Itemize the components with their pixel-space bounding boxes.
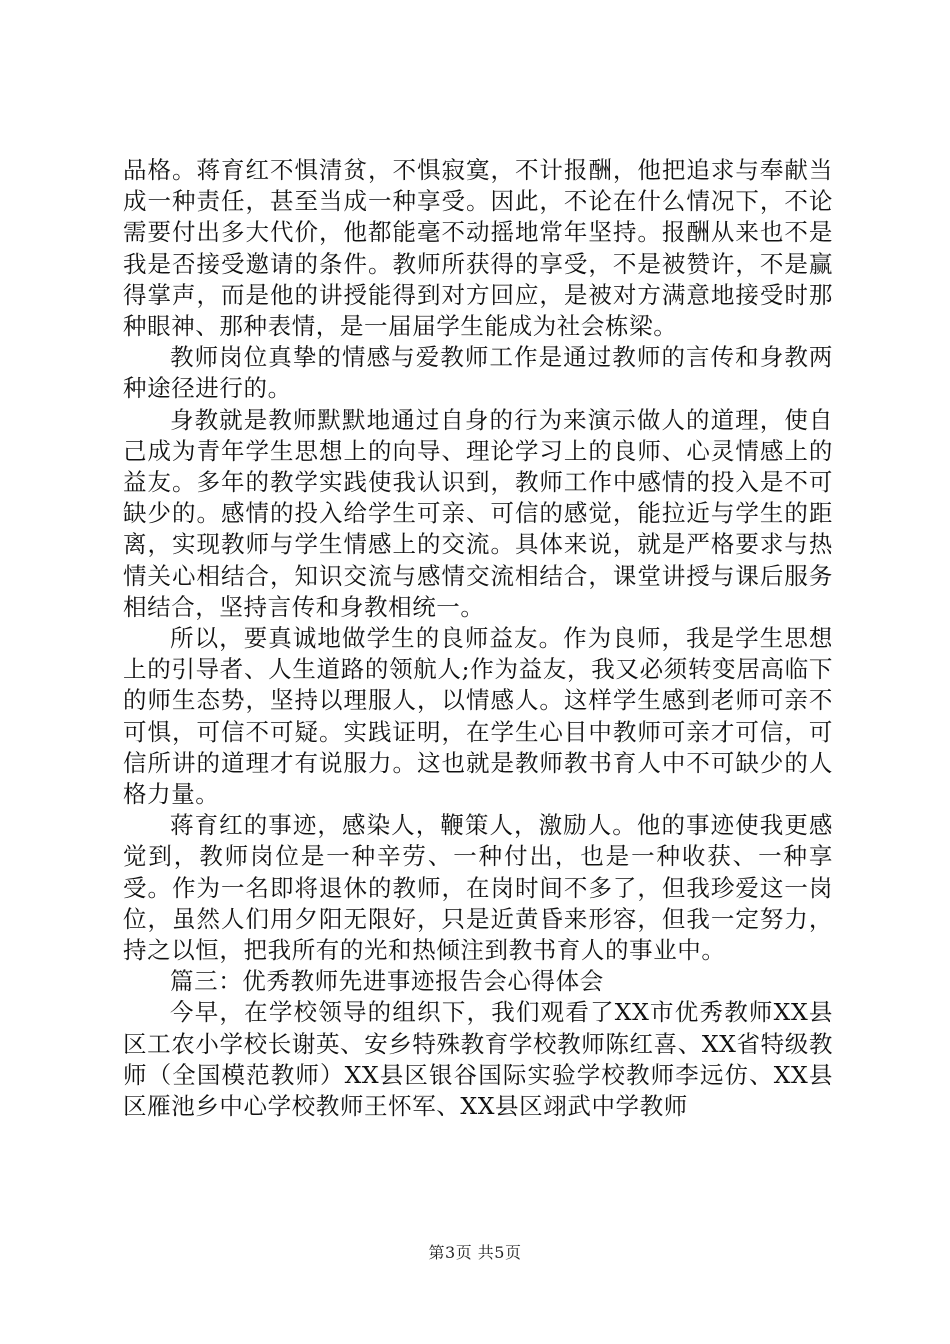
paragraph: 今早，在学校领导的组织下，我们观看了XX市优秀教师XX县区工农小学校长谢英、安乡特殊教育学校教师陈红喜、XX省特级教师（全国模范教师）XX县区银谷国际实验学校教师李远仿、XX县区雁池乡中心学校教师王怀军、XX县区翊武中学教师	[123, 998, 833, 1121]
paragraph: 教师岗位真挚的情感与爱教师工作是通过教师的言传和身教两种途径进行的。	[123, 343, 833, 403]
section-heading: 篇三：优秀教师先进事迹报告会心得体会	[170, 967, 604, 996]
paragraph: 所以，要真诚地做学生的良师益友。作为良师，我是学生思想上的引导者、人生道路的领航人;作为益友，我又必须转变居高临下的师生态势，坚持以理服人，以情感人。这样学生感到老师可亲不可惧，可信不可疑。实践证明，在学生心目中教师可亲才可信，可信所讲的道理才有说服力。这也就是教师教书育人中不可缺少的人格力量。	[123, 624, 833, 809]
paragraph: 蒋育红的事迹，感染人，鞭策人，激励人。他的事迹使我更感觉到，教师岗位是一种辛劳、一种付出，也是一种收获、一种享受。作为一名即将退休的教师，在岗时间不多了，但我珍爱这一岗位，虽然人们用夕阳无限好，只是近黄昏来形容，但我一定努力，持之以恒，把我所有的光和热倾注到教书育人的事业中。	[123, 811, 833, 965]
document-body	[123, 155, 833, 1122]
paragraph: 身教就是教师默默地通过自身的行为来演示做人的道理，使自己成为青年学生思想上的向导、理论学习上的良师、心灵情感上的益友。多年的教学实践使我认识到，教师工作中感情的投入是不可缺少的。感情的投入给学生可亲、可信的感觉，能拉近与学生的距离，实现教师与学生情感上的交流。具体来说，就是严格要求与热情关心相结合，知识交流与感情交流相结合，课堂讲授与课后服务相结合，坚持言传和身教相统一。	[123, 405, 833, 621]
paragraph: 品格。蒋育红不惧清贫，不惧寂寞，不计报酬，他把追求与奉献当成一种责任，甚至当成一种享受。因此，不论在什么情况下，不论需要付出多大代价，他都能毫不动摇地常年坚持。报酬从来也不是我是否接受邀请的条件。教师所获得的享受，不是被赞许，不是赢得掌声，而是他的讲授能得到对方回应，是被对方满意地接受时那种眼神、那种表情，是一届届学生能成为社会栋梁。	[123, 156, 833, 341]
page-number-footer: 第3页 共5页	[428, 1243, 522, 1262]
